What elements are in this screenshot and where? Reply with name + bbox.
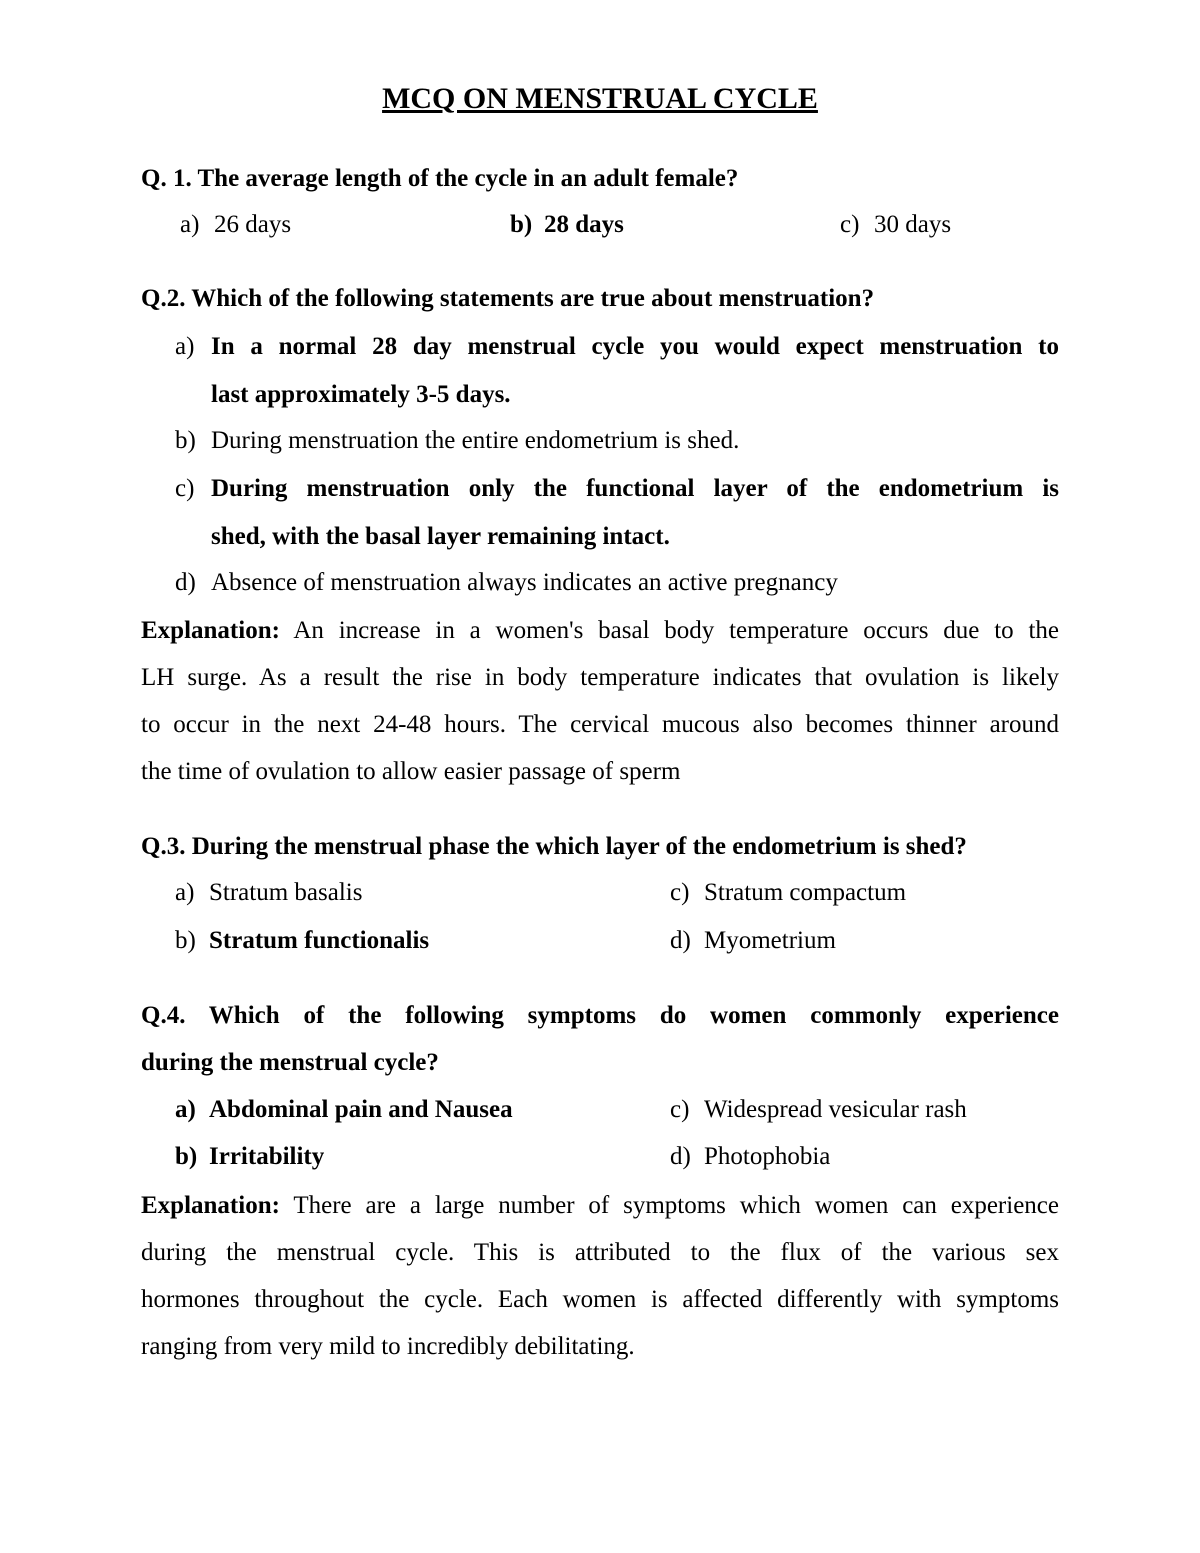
- page-title: MCQ ON MENSTRUAL CYCLE: [382, 82, 818, 115]
- q2-option-b-text: During menstruation the entire endometrium is shed.: [211, 427, 740, 454]
- explanation-text: An increase in a women's basal body temperature occurs due to the: [279, 617, 1059, 644]
- option-text: Stratum compactum: [704, 879, 907, 906]
- option-marker: d): [670, 927, 691, 954]
- question-4-line-2: during the menstrual cycle?: [141, 1049, 439, 1076]
- q2-option-d-marker: d): [175, 569, 196, 596]
- option-marker: b): [175, 1143, 198, 1170]
- q4-option-c: [670, 1094, 967, 1126]
- option-text: Widespread vesicular rash: [704, 1096, 967, 1123]
- q2-option-c-line1: During menstruation only the functional layer of the endometrium is: [211, 475, 1059, 502]
- q2-explanation-line-1: [141, 615, 1059, 647]
- option-text: 28 days: [544, 211, 624, 238]
- q4-option-a: [175, 1094, 513, 1126]
- q4-explanation-line-3: hormones throughout the cycle. Each women is affected differently with symptoms: [141, 1286, 1059, 1313]
- question-1: Q. 1. The average length of the cycle in an adult female?: [141, 165, 739, 192]
- question-3: Q.3. During the menstrual phase the which layer of the endometrium is shed?: [141, 833, 967, 860]
- q4-explanation-line-1: [141, 1190, 1059, 1222]
- option-text: Abdominal pain and Nausea: [209, 1096, 513, 1123]
- question-2: Q.2. Which of the following statements are true about menstruation?: [141, 285, 875, 312]
- q1-option-a: [180, 209, 291, 241]
- option-marker: c): [670, 1096, 690, 1123]
- q2-explanation-line-2: LH surge. As a result the rise in body temperature indicates that ovulation is likely: [141, 664, 1059, 691]
- q2-option-a-line1: In a normal 28 day menstrual cycle you would expect menstruation to: [211, 333, 1059, 360]
- q4-option-d: [670, 1141, 830, 1173]
- option-text: 30 days: [874, 211, 952, 238]
- explanation-text: There are a large number of symptoms which women can experience: [279, 1192, 1059, 1219]
- option-text: Stratum functionalis: [209, 927, 430, 954]
- option-marker: d): [670, 1143, 691, 1170]
- option-marker: b): [175, 927, 196, 954]
- q3-option-c: [670, 877, 906, 909]
- q1-option-b: [510, 209, 624, 241]
- option-text: Photophobia: [704, 1143, 831, 1170]
- q2-explanation-line-3: to occur in the next 24-48 hours. The cervical mucous also becomes thinner around: [141, 711, 1059, 738]
- q1-option-c: [840, 209, 951, 241]
- option-marker: a): [175, 879, 195, 906]
- option-marker: c): [840, 211, 860, 238]
- option-marker: a): [180, 211, 200, 238]
- option-marker: a): [175, 1096, 196, 1123]
- q2-option-c-marker: c): [175, 475, 195, 502]
- q2-option-a-line2: last approximately 3-5 days.: [211, 381, 511, 408]
- q2-option-a-marker: a): [175, 333, 195, 360]
- option-text: Irritability: [209, 1143, 325, 1170]
- q2-option-b-marker: b): [175, 427, 196, 454]
- q2-option-d-text: Absence of menstruation always indicates an active pregnancy: [211, 569, 838, 596]
- q2-explanation-line-4: the time of ovulation to allow easier passage of sperm: [141, 758, 681, 785]
- option-text: Myometrium: [704, 927, 836, 954]
- explanation-label: Explanation:: [141, 617, 280, 644]
- q4-option-b: [175, 1141, 324, 1173]
- q4-explanation-line-4: ranging from very mild to incredibly debilitating.: [141, 1333, 635, 1360]
- q4-explanation-line-2: during the menstrual cycle. This is attributed to the flux of the various sex: [141, 1239, 1059, 1266]
- option-marker: c): [670, 879, 690, 906]
- q3-option-b: [175, 925, 429, 957]
- q3-option-d: [670, 925, 836, 957]
- q2-option-c-line2: shed, with the basal layer remaining intact.: [211, 523, 670, 550]
- option-marker: b): [510, 211, 533, 238]
- explanation-label: Explanation:: [141, 1192, 280, 1219]
- q3-option-a: [175, 877, 362, 909]
- question-4-line-1: Q.4. Which of the following symptoms do women commonly experience: [141, 1002, 1059, 1029]
- option-text: 26 days: [214, 211, 292, 238]
- option-text: Stratum basalis: [209, 879, 363, 906]
